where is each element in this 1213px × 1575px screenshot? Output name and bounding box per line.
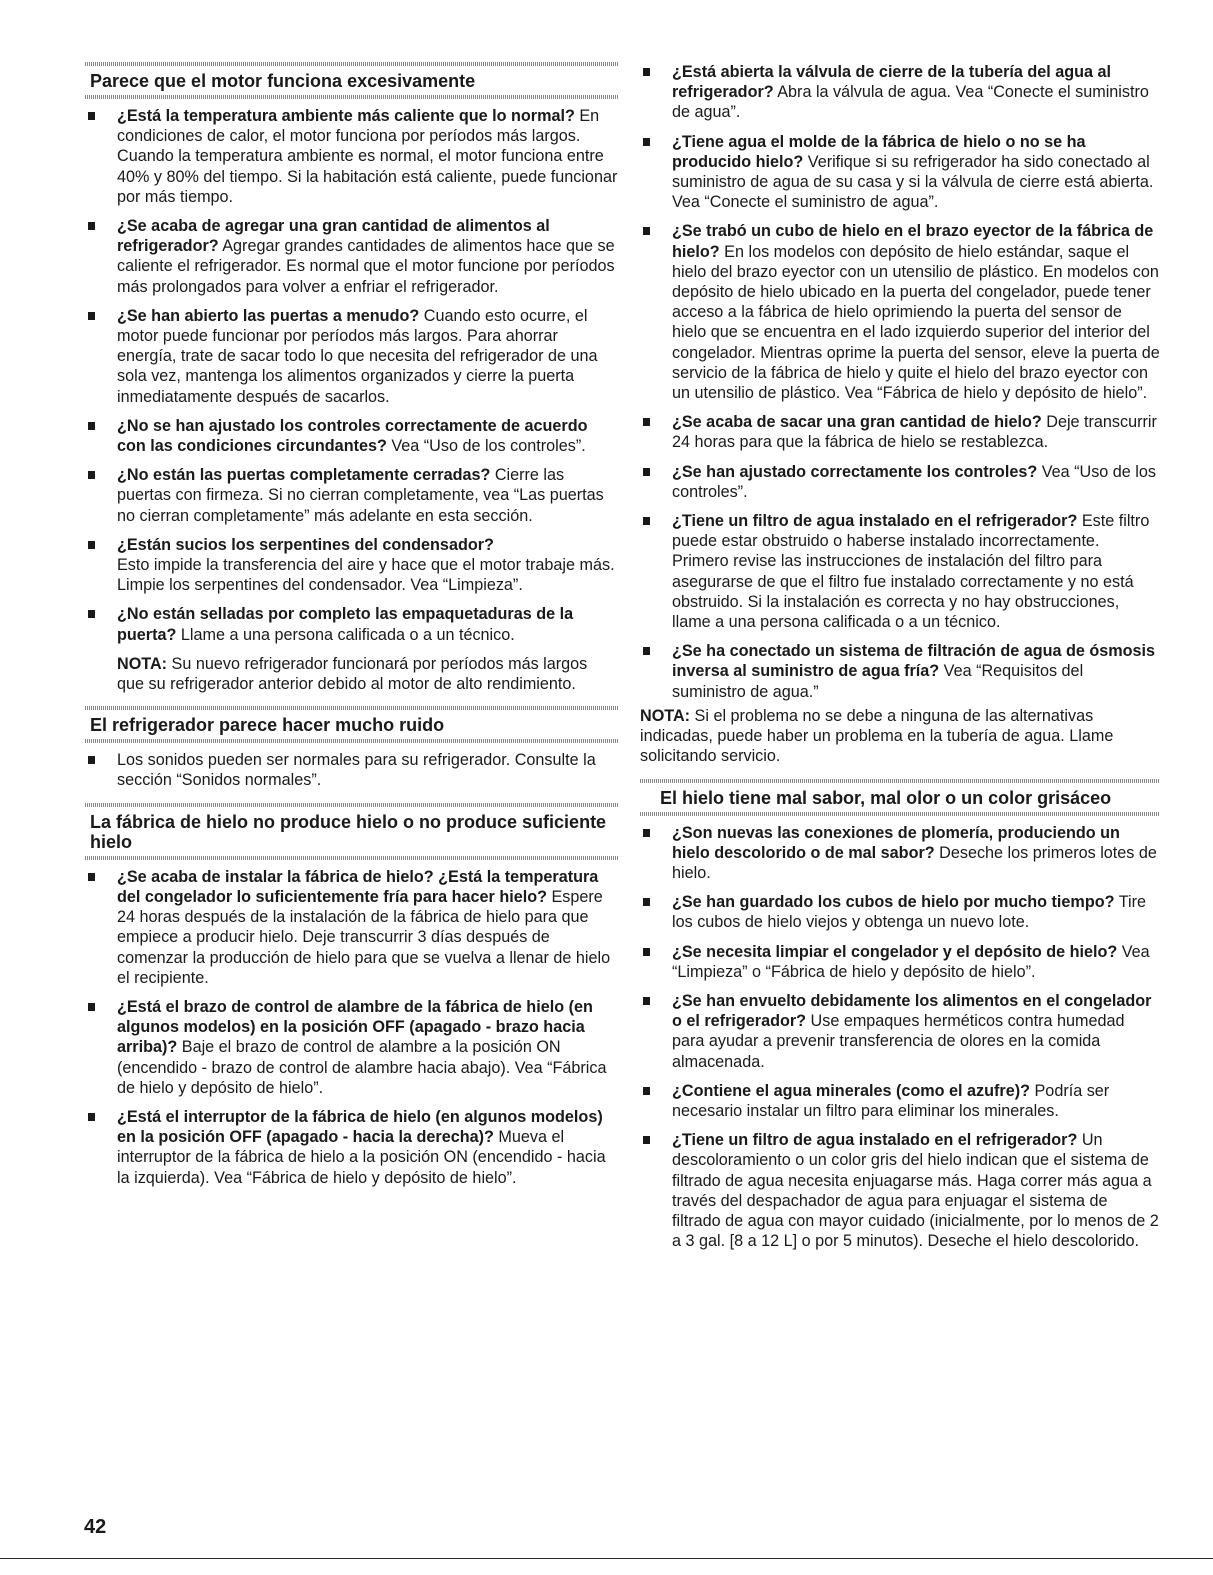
- list-item: [85, 604, 618, 644]
- note-text: Si el problema no se debe a ninguna de las alternativas indicadas, puede haber un problema en la tubería de agua. Llame solicitando servicio.: [640, 706, 1114, 766]
- item-text: Deseche los primeros lotes de hielo.: [672, 843, 1157, 882]
- list-fabrica-hielo-cont: [640, 62, 1160, 702]
- item-text: Tire los cubos de hielo viejos y obtenga un nuevo lote.: [672, 893, 1146, 932]
- note-fabrica-hielo: [640, 706, 1160, 767]
- item-question: ¿No están las puertas completamente cerradas?: [117, 466, 491, 485]
- section-header-fabrica-hielo: [85, 803, 618, 860]
- item-question: ¿Se han guardado los cubos de hielo por mucho tiempo?: [672, 893, 1115, 912]
- list-item: [85, 750, 618, 790]
- item-question: ¿Se trabó un cubo de hielo en el brazo eyector de la fábrica de hielo?: [672, 222, 1154, 261]
- item-question: ¿Tiene un filtro de agua instalado en el refrigerador?: [672, 512, 1078, 531]
- item-question: ¿Se acaba de sacar una gran cantidad de hielo?: [672, 413, 1042, 432]
- note-motor: [85, 654, 618, 694]
- item-question: ¿Se han abierto las puertas a menudo?: [117, 306, 420, 325]
- item-text: Un descoloramiento o un color gris del hielo indican que el sistema de filtrado de agua necesita enjuagarse más. Haga correr más agua a través del despachador de agua para enjuagar el sistema de filtrado de agua con mayor cuidado (inicialmente, por lo menos de 2 a 3 gal. [8 a 12 L] o por 5 minutos). Deseche el hielo descolorido.: [672, 1131, 1159, 1251]
- list-item: [640, 221, 1160, 403]
- item-question: ¿Contiene el agua minerales (como el azufre)?: [672, 1081, 1031, 1100]
- list-item: [640, 462, 1160, 502]
- list-fabrica-hielo: [85, 867, 618, 1188]
- list-item: [85, 535, 618, 596]
- item-question: ¿Se acaba de instalar la fábrica de hielo? ¿Está la temperatura del congelador lo suficientemente fría para hacer hielo?: [117, 867, 599, 906]
- section-header-mal-sabor: [640, 779, 1160, 816]
- item-question: ¿Tiene un filtro de agua instalado en el refrigerador?: [672, 1131, 1078, 1150]
- item-question: ¿Está el interruptor de la fábrica de hielo (en algunos modelos) en la posición OFF (apagado - hacia la derecha)?: [117, 1107, 603, 1147]
- list-ruido: [85, 750, 618, 790]
- left-column: [85, 62, 618, 1188]
- list-mal-sabor: [640, 823, 1160, 1252]
- list-item: [85, 216, 618, 297]
- list-item: [640, 1130, 1160, 1251]
- item-question: ¿Está la temperatura ambiente más caliente que lo normal?: [117, 107, 575, 125]
- section-rule: [640, 779, 1160, 783]
- item-question: ¿Está el brazo de control de alambre de la fábrica de hielo (en algunos modelos) en la posición OFF (apagado - brazo hacia arriba)?: [117, 997, 593, 1057]
- section-rule: [85, 95, 618, 99]
- list-item: [640, 942, 1160, 982]
- section-title-fabrica-hielo: La fábrica de hielo no produce hielo o no produce suficiente hielo: [90, 811, 607, 852]
- item-question: ¿Están sucios los serpentines del condensador?: [117, 535, 494, 554]
- list-item: [85, 1107, 618, 1188]
- item-text: Abra la válvula de agua. Vea “Conecte el suministro de agua”.: [672, 83, 1149, 122]
- list-item: [85, 106, 618, 207]
- section-header-ruido: [85, 706, 618, 743]
- item-text: Llame a una persona calificada o a un técnico.: [176, 625, 515, 644]
- list-item: [640, 823, 1160, 884]
- list-item: [640, 991, 1160, 1072]
- item-question: ¿Se han ajustado correctamente los controles?: [672, 462, 1038, 481]
- item-question: ¿Tiene agua el molde de la fábrica de hielo o no se ha producido hielo?: [672, 132, 1086, 171]
- list-item: [640, 1081, 1160, 1121]
- item-text: En condiciones de calor, el motor funciona por períodos más largos. Cuando la temperatura ambiente es normal, el motor funciona entre 40% y 80% del tiempo. Si la habitación está caliente, puede funcionar por más tiempo.: [117, 107, 618, 206]
- list-item: [640, 132, 1160, 213]
- item-text: Baje el brazo de control de alambre a la posición ON (encendido - brazo de control de alambre hacia abajo). Vea “Fábrica de hielo y depósito de hielo”.: [117, 1038, 607, 1097]
- item-text: Deje transcurrir 24 horas para que la fábrica de hielo se restablezca.: [672, 413, 1157, 452]
- item-text: Este filtro puede estar obstruido o haberse instalado incorrectamente. Primero revise las instrucciones de instalación del filtro para asegurarse de que el filtro fue instalado correctamente y no está obstruido. Si la instalación es correcta y no hay obstrucciones, llame a una persona calificada o a un técnico.: [672, 512, 1150, 632]
- note-label: NOTA:: [640, 706, 691, 725]
- list-item: [85, 416, 618, 456]
- item-question: ¿Se acaba de agregar una gran cantidad de alimentos al refrigerador?: [117, 217, 550, 256]
- item-question: ¿Son nuevas las conexiones de plomería, produciendo un hielo descolorido o de mal sabor?: [672, 823, 1120, 862]
- list-item: [85, 997, 618, 1098]
- page-number: 42: [84, 1516, 107, 1538]
- item-text: Vea “Requisitos del suministro de agua.”: [672, 662, 1084, 701]
- item-question: ¿Está abierta la válvula de cierre de la tubería del agua al refrigerador?: [672, 63, 1112, 102]
- item-text: En los modelos con depósito de hielo estándar, saque el hielo del brazo eyector con un utensilio de plástico. En modelos con depósito de hielo ubicado en la puerta del congelador, puede tener acceso a la fábrica de hielo oprimiendo la puerta del sensor de hielo que se encuentra en el lado izquierdo superior del interior del congelador. Mientras oprime la puerta del sensor, eleve la puerta de servicio de la fábrica de hielo y quite el hielo del brazo eyector con un utensilio de plástico. Vea “Fábrica de hielo y depósito de hielo”.: [672, 242, 1160, 403]
- section-title-mal-sabor: El hielo tiene mal sabor, mal olor o un color grisáceo: [660, 787, 1112, 808]
- list-item: [640, 641, 1160, 702]
- item-question: ¿Se necesita limpiar el congelador y el depósito de hielo?: [672, 942, 1118, 961]
- list-item: [640, 511, 1160, 632]
- item-text: Espere 24 horas después de la instalación de la fábrica de hielo para que empiece a producir hielo. Deje transcurrir 3 días después de comenzar la producción de hielo para que se vuelva a llenar de hielo el recipiente.: [117, 887, 611, 987]
- item-text: Podría ser necesario instalar un filtro para eliminar los minerales.: [672, 1081, 1110, 1120]
- list-item: [85, 867, 618, 988]
- item-text: Agregar grandes cantidades de alimentos hace que se caliente el refrigerador. Es normal que el motor funcione por períodos más prolongados para volver a enfriar el refrigerador.: [117, 237, 615, 296]
- item-question: ¿Se han envuelto debidamente los alimentos en el congelador o el refrigerador?: [672, 991, 1152, 1031]
- list-motor: [85, 106, 618, 645]
- section-rule: [85, 706, 618, 710]
- section-rule: [85, 856, 618, 860]
- item-text: Vea “Uso de los controles”.: [672, 462, 1156, 501]
- section-rule: [640, 812, 1160, 816]
- item-text: Verifique si su refrigerador ha sido conectado al suministro de agua de su casa y si la válvula de cierre está abierta. Vea “Conecte el suministro de agua”.: [672, 152, 1154, 212]
- right-column: [640, 62, 1160, 1251]
- list-item: [640, 62, 1160, 123]
- item-text: Vea “Uso de los controles”.: [386, 437, 586, 456]
- section-header-motor: [85, 62, 618, 99]
- item-question: ¿No están selladas por completo las empaquetaduras de la puerta?: [117, 605, 574, 644]
- item-question: ¿Se ha conectado un sistema de filtración de agua de ósmosis inversa al suministro de agua fría?: [672, 642, 1156, 681]
- item-text: Vea “Limpieza” o “Fábrica de hielo y depósito de hielo”.: [672, 942, 1150, 981]
- section-rule: [85, 62, 618, 66]
- item-text: Mueva el interruptor de la fábrica de hielo a la posición ON (encendido - hacia la izquierda). Vea “Fábrica de hielo y depósito de hielo”.: [117, 1128, 606, 1187]
- item-text: Use empaques herméticos contra humedad para ayudar a prevenir transferencia de olores en la comida almacenada.: [672, 1012, 1125, 1071]
- section-title-motor: Parece que el motor funciona excesivamente: [90, 71, 476, 91]
- note-text: Su nuevo refrigerador funcionará por períodos más largos que su refrigerador anterior debido al motor de alto rendimiento.: [117, 654, 588, 694]
- section-rule: [85, 803, 618, 807]
- item-text: Los sonidos pueden ser normales para su refrigerador. Consulte la sección “Sonidos normales”.: [117, 751, 596, 790]
- list-item: [85, 465, 618, 526]
- list-item: [640, 412, 1160, 452]
- item-question: ¿No se han ajustado los controles correctamente de acuerdo con las condiciones circundantes?: [117, 416, 588, 456]
- bottom-rule: [0, 1558, 1213, 1559]
- item-text: Cuando esto ocurre, el motor puede funcionar por períodos más largos. Para ahorrar energía, trate de sacar todo lo que necesita del refrigerador de una sola vez, mantenga los alimentos organizados y cierre la puerta inmediatamente después de sacarlos.: [117, 306, 598, 406]
- note-label: NOTA:: [117, 654, 168, 673]
- list-item: [640, 892, 1160, 932]
- list-item: [85, 306, 618, 407]
- item-text: Esto impide la transferencia del aire y hace que el motor trabaje más. Limpie los serpentines del condensador. Vea “Limpieza”.: [117, 556, 615, 595]
- section-rule: [85, 739, 618, 743]
- section-title-ruido: El refrigerador parece hacer mucho ruido: [90, 715, 445, 736]
- item-text: Cierre las puertas con firmeza. Si no cierran completamente, vea “Las puertas no cierran completamente” más adelante en esta sección.: [117, 466, 604, 525]
